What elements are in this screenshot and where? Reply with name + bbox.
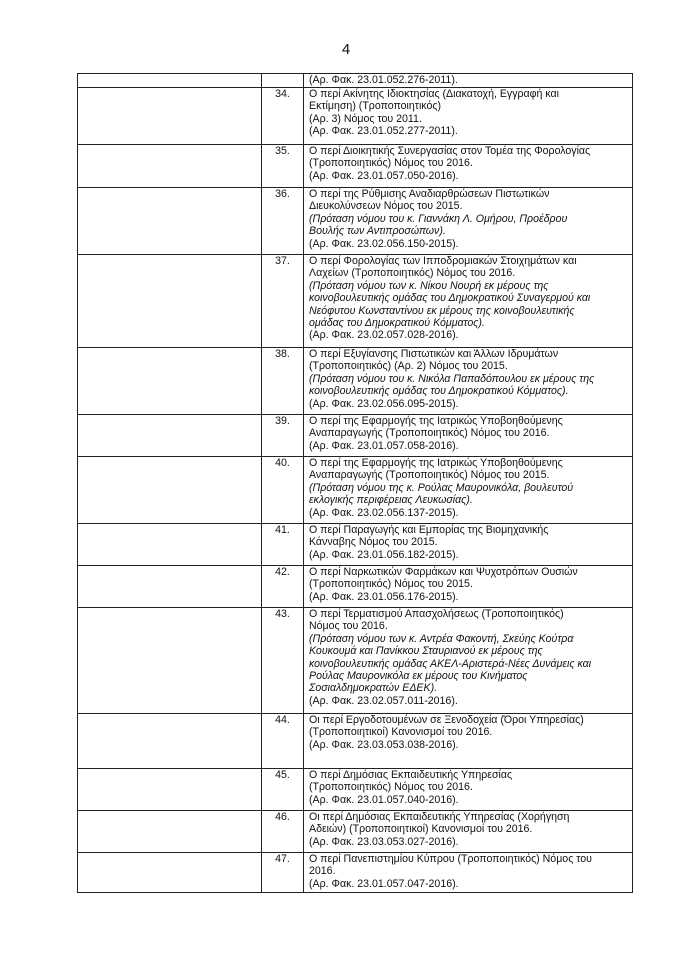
description-line: (Αρ. 3) Νόμος του 2011.	[309, 112, 422, 125]
blank-cell	[78, 188, 262, 255]
blank-cell	[78, 524, 262, 566]
description-line: (Αρ. Φακ. 23.01.052.277-2011).	[309, 125, 458, 138]
table-row	[78, 714, 633, 769]
description-line: Λαχείων (Τροποποιητικός) Νόμος του 2016.	[309, 267, 516, 280]
description-line: Κάνναβης Νόμος του 2015.	[309, 536, 438, 549]
item-description	[304, 714, 633, 769]
description-line: Οι περί Εργοδοτουμένων σε Ξενοδοχεία (Όροι Υπηρεσίας)	[309, 714, 584, 726]
description-line: (Τροποποιητικοί) Κανονισμοί του 2016.	[309, 726, 493, 739]
item-number: 45.	[262, 769, 304, 811]
page-number: 4	[341, 41, 351, 58]
item-description	[304, 348, 633, 415]
description-line: Ο περί της Εφαρμογής της Ιατρικώς Υποβοηθούμενης	[309, 457, 563, 469]
blank-cell	[78, 88, 262, 145]
blank-cell	[78, 74, 262, 88]
description-line: Αναπαραγωγής (Τροποποιητικός) Νόμος του 2016.	[309, 427, 550, 440]
item-description	[304, 811, 633, 853]
item-number: 38.	[262, 348, 304, 415]
description-line: Αδειών) (Τροποποιητικοί) Κανονισμοί του 2016.	[309, 823, 533, 836]
proposal-note-line: ομάδας του Δημοκρατικού Κόμματος).	[309, 317, 485, 330]
proposal-note-line: κοινοβουλευτικής ομάδας ΑΚΕΛ-Αριστερά-Νέες Δυνάμεις και	[309, 657, 592, 670]
description-line: (Αρ. Φακ. 23.01.057.047-2016).	[309, 877, 459, 890]
item-description	[304, 88, 633, 145]
table-row	[78, 853, 633, 893]
description-line: (Αρ. Φακ. 23.02.057.028-2016).	[309, 329, 459, 342]
description-line: (Αρ. Φακ. 23.01.057.058-2016).	[309, 439, 459, 452]
item-description	[304, 415, 633, 457]
item-number: 43.	[262, 608, 304, 714]
description-line: (Αρ. Φακ. 23.03.053.027-2016).	[309, 835, 459, 848]
description-line: Ο περί Εξυγίανσης Πιστωτικών και Άλλων Ιδρυμάτων	[309, 348, 559, 360]
item-description	[304, 145, 633, 188]
item-number: 46.	[262, 811, 304, 853]
item-number: 41.	[262, 524, 304, 566]
description-line: Ο περί Ακίνητης Ιδιοκτησίας (Διακατοχή, Εγγραφή και	[309, 88, 560, 100]
blank-cell	[78, 415, 262, 457]
description-line: Εκτίμηση) (Τροποποιητικός)	[309, 100, 441, 113]
blank-cell	[78, 853, 262, 893]
item-description	[304, 566, 633, 608]
item-description	[304, 457, 633, 524]
table-row	[78, 255, 633, 348]
description-line: (Τροποποιητικός) Νόμος του 2016.	[309, 157, 473, 170]
proposal-note-line: εκλογικής περιφέρειας Λευκωσίας).	[309, 494, 473, 507]
table-row	[78, 145, 633, 188]
description-line: (Αρ. Φακ. 23.01.052.276-2011).	[309, 74, 458, 86]
item-number: 35.	[262, 145, 304, 188]
agenda-table-body	[78, 74, 633, 893]
description-line: (Αρ. Φακ. 23.02.057.011-2016).	[309, 694, 458, 707]
proposal-note-line: (Πρόταση νόμου του κ. Γιαννάκη Λ. Ομήρου, Προέδρου	[309, 212, 568, 225]
blank-cell	[78, 255, 262, 348]
description-line: (Τροποποιητικός) Νόμος του 2015.	[309, 578, 473, 591]
table-row	[78, 524, 633, 566]
description-line: (Αρ. Φακ. 23.01.057.050-2016).	[309, 169, 459, 182]
blank-cell	[78, 608, 262, 714]
table-row	[78, 457, 633, 524]
proposal-note-line: Σοσιαλδημοκρατών ΕΔΕΚ).	[309, 682, 438, 695]
proposal-note-line: Νεόφυτου Κωνσταντίνου εκ μέρους της κοινοβουλευτικής	[309, 304, 575, 317]
item-description	[304, 255, 633, 348]
table-row	[78, 88, 633, 145]
table-row	[78, 811, 633, 853]
description-line: Ο περί Πανεπιστημίου Κύπρου (Τροποποιητικός) Νόμος του	[309, 853, 592, 865]
description-line: Ο περί Ναρκωτικών Φαρμάκων και Ψυχοτρόπων Ουσιών	[309, 566, 578, 578]
blank-cell	[78, 457, 262, 524]
item-number: 42.	[262, 566, 304, 608]
table-row	[78, 188, 633, 255]
item-description	[304, 608, 633, 714]
blank-cell	[78, 145, 262, 188]
item-number	[262, 74, 304, 88]
description-line: (Αρ. Φακ. 23.02.056.150-2015).	[309, 237, 459, 250]
proposal-note-line: Βουλής των Αντιπροσώπων).	[309, 225, 446, 238]
description-line: (Αρ. Φακ. 23.01.056.182-2015).	[309, 548, 459, 561]
proposal-note-line: κοινοβουλευτικής ομάδας του Δημοκρατικού Συναγερμού και	[309, 292, 591, 305]
proposal-note-line: Ρούλας Μαυρονικόλα εκ μέρους του Κινήματος	[309, 670, 528, 683]
proposal-note-line: (Πρόταση νόμου των κ. Αντρέα Φακοντή, Σκεύης Κούτρα	[309, 632, 574, 645]
description-line: Ο περί της Ρύθμισης Αναδιαρθρώσεων Πιστωτικών	[309, 188, 550, 200]
description-line: (Τροποποιητικός) (Αρ. 2) Νόμος του 2015.	[309, 360, 508, 373]
description-line: Ο περί Τερματισμού Απασχολήσεως (Τροποποιητικός)	[309, 608, 564, 620]
agenda-table	[77, 73, 633, 893]
table-row	[78, 608, 633, 714]
description-line: Ο περί Δημόσιας Εκπαιδευτικής Υπηρεσίας	[309, 769, 513, 781]
description-line: Ο περί Διοικητικής Συνεργασίας στον Τομέα της Φορολογίας	[309, 145, 591, 157]
blank-cell	[78, 714, 262, 769]
blank-cell	[78, 566, 262, 608]
item-number: 40.	[262, 457, 304, 524]
table-row	[78, 74, 633, 88]
description-line: (Τροποποιητικός) Νόμος του 2016.	[309, 781, 473, 794]
description-line: Ο περί Φορολογίας των Ιπποδρομιακών Στοιχημάτων και	[309, 255, 577, 267]
proposal-note-line: (Πρόταση νόμου του κ. Νικόλα Παπαδόπουλου εκ μέρους της	[309, 372, 595, 385]
item-number: 44.	[262, 714, 304, 769]
proposal-note-line: κοινοβουλευτικής ομάδας του Δημοκρατικού Κόμματος).	[309, 385, 569, 398]
proposal-note-line: (Πρόταση νόμου των κ. Νίκου Νουρή εκ μέρους της	[309, 279, 549, 292]
description-line: Ο περί της Εφαρμογής της Ιατρικώς Υποβοηθούμενης	[309, 415, 563, 427]
blank-cell	[78, 811, 262, 853]
item-number: 39.	[262, 415, 304, 457]
item-description	[304, 769, 633, 811]
item-description	[304, 188, 633, 255]
proposal-note-line: Κουκουμά και Πανίκκου Σταυριανού εκ μέρους της	[309, 645, 543, 658]
description-line: (Αρ. Φακ. 23.02.056.137-2015).	[309, 506, 459, 519]
blank-cell	[78, 348, 262, 415]
item-number: 36.	[262, 188, 304, 255]
table-row	[78, 566, 633, 608]
table-row	[78, 348, 633, 415]
item-number: 47.	[262, 853, 304, 893]
table-row	[78, 769, 633, 811]
item-number: 37.	[262, 255, 304, 348]
description-line: (Αρ. Φακ. 23.01.056.176-2015).	[309, 590, 459, 603]
description-line: Διευκολύνσεων Νόμος του 2015.	[309, 200, 463, 213]
description-line: Αναπαραγωγής (Τροποποιητικός) Νόμος του 2015.	[309, 469, 550, 482]
item-description	[304, 74, 633, 88]
item-description	[304, 524, 633, 566]
blank-cell	[78, 769, 262, 811]
description-line: 2016.	[309, 865, 336, 878]
table-row	[78, 415, 633, 457]
description-line: (Αρ. Φακ. 23.01.057.040-2016).	[309, 793, 459, 806]
description-line: Νόμος του 2016.	[309, 620, 388, 633]
proposal-note-line: (Πρόταση νόμου της κ. Ρούλας Μαυρονικόλα, βουλευτού	[309, 481, 574, 494]
description-line: Οι περί Δημόσιας Εκπαιδευτικής Υπηρεσίας (Χορήγηση	[309, 811, 570, 823]
description-line: (Αρ. Φακ. 23.03.053.038-2016).	[309, 738, 459, 751]
item-number: 34.	[262, 88, 304, 145]
description-line: Ο περί Παραγωγής και Εμπορίας της Βιομηχανικής	[309, 524, 549, 536]
item-description	[304, 853, 633, 893]
description-line: (Αρ. Φακ. 23.02.056.095-2015).	[309, 397, 459, 410]
